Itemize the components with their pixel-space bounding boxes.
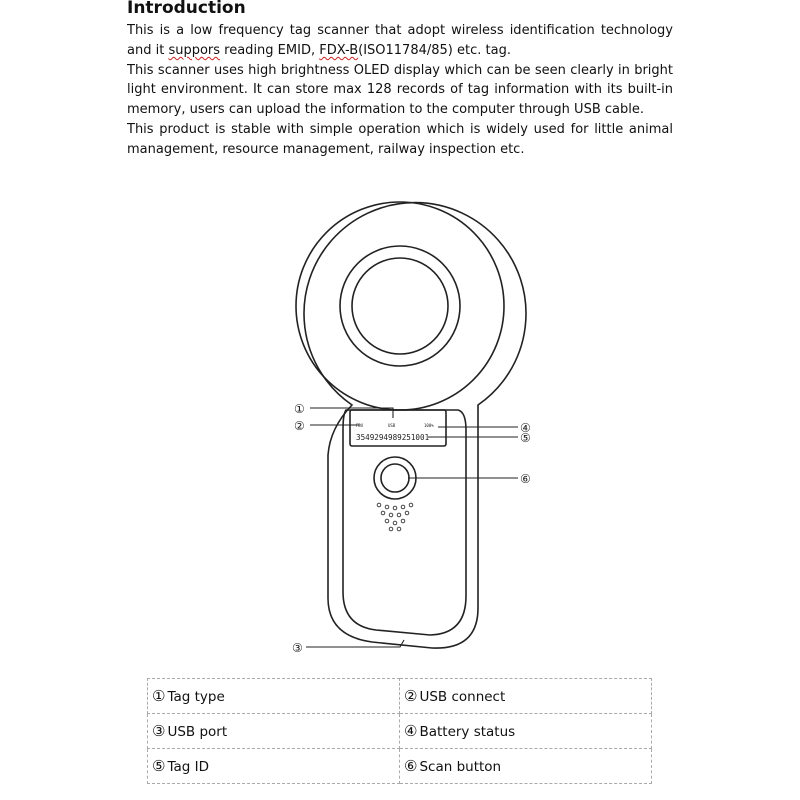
legend-row: [148, 714, 652, 749]
speaker-grille: [377, 503, 413, 531]
scan-button: [381, 464, 409, 492]
legend-label: USB connect: [419, 689, 506, 705]
misspelled-word: suppors: [168, 42, 221, 58]
callout-1: ①: [294, 402, 305, 416]
section-heading: Introduction: [127, 0, 246, 18]
legend-cell-4: [400, 714, 652, 749]
legend-marker: ④: [404, 722, 418, 740]
flagged-word: FDX-B: [319, 42, 359, 58]
legend-marker: ⑤: [152, 757, 166, 775]
legend-cell-5: [148, 749, 400, 784]
legend-table: [147, 678, 652, 784]
antenna-ring-outer: [296, 202, 504, 410]
legend-marker: ⑥: [404, 757, 418, 775]
legend-cell-2: [400, 679, 652, 714]
screen-tag-id: 3549294989251001: [356, 433, 430, 442]
legend-marker: ②: [404, 687, 418, 705]
scanner-diagram: [280, 175, 550, 660]
legend-marker: ③: [152, 722, 166, 740]
legend-row: [148, 749, 652, 784]
legend-label: USB port: [167, 724, 228, 740]
legend-cell-1: [148, 679, 400, 714]
callout-6: ⑥: [520, 472, 531, 486]
legend-cell-6: [400, 749, 652, 784]
screen-battery: 100%: [424, 423, 434, 428]
legend-label: Battery status: [419, 724, 516, 740]
legend-label: Tag ID: [167, 759, 209, 775]
callout-4: ④: [520, 421, 531, 435]
legend-marker: ①: [152, 687, 166, 705]
paragraph-2: This scanner uses high brightness OLED display which can be seen clearly in bright light environment. It can store max 128 records of tag information with its built-in memory, users can upload the information to the computer through USB cable.: [127, 62, 673, 118]
legend-label: Tag type: [167, 689, 225, 705]
callout-3: ③: [292, 641, 303, 655]
p1-part-a: This is a low frequency tag scanner that adopt wireless identification technology and it: [127, 23, 673, 58]
p1-part-c: (ISO11784/85) etc. tag.: [358, 42, 511, 58]
antenna-ring-inner: [340, 246, 460, 366]
p1-part-b: reading EMID,: [220, 42, 320, 58]
legend-cell-3: [148, 714, 400, 749]
screen-usb: USB: [388, 423, 396, 428]
paragraph-1: [127, 21, 673, 61]
screen-tag-type: FDX: [356, 423, 364, 428]
callout-2: ②: [294, 419, 305, 433]
legend-row: [148, 679, 652, 714]
callout-5: ⑤: [520, 431, 531, 445]
legend-label: Scan button: [419, 759, 502, 775]
paragraph-3: This product is stable with simple operation which is widely used for little animal management, resource management, railway inspection etc.: [127, 121, 673, 157]
antenna-ring-lens: [352, 258, 448, 354]
scanner-drawing: [280, 175, 550, 660]
intro-text: [127, 21, 673, 160]
